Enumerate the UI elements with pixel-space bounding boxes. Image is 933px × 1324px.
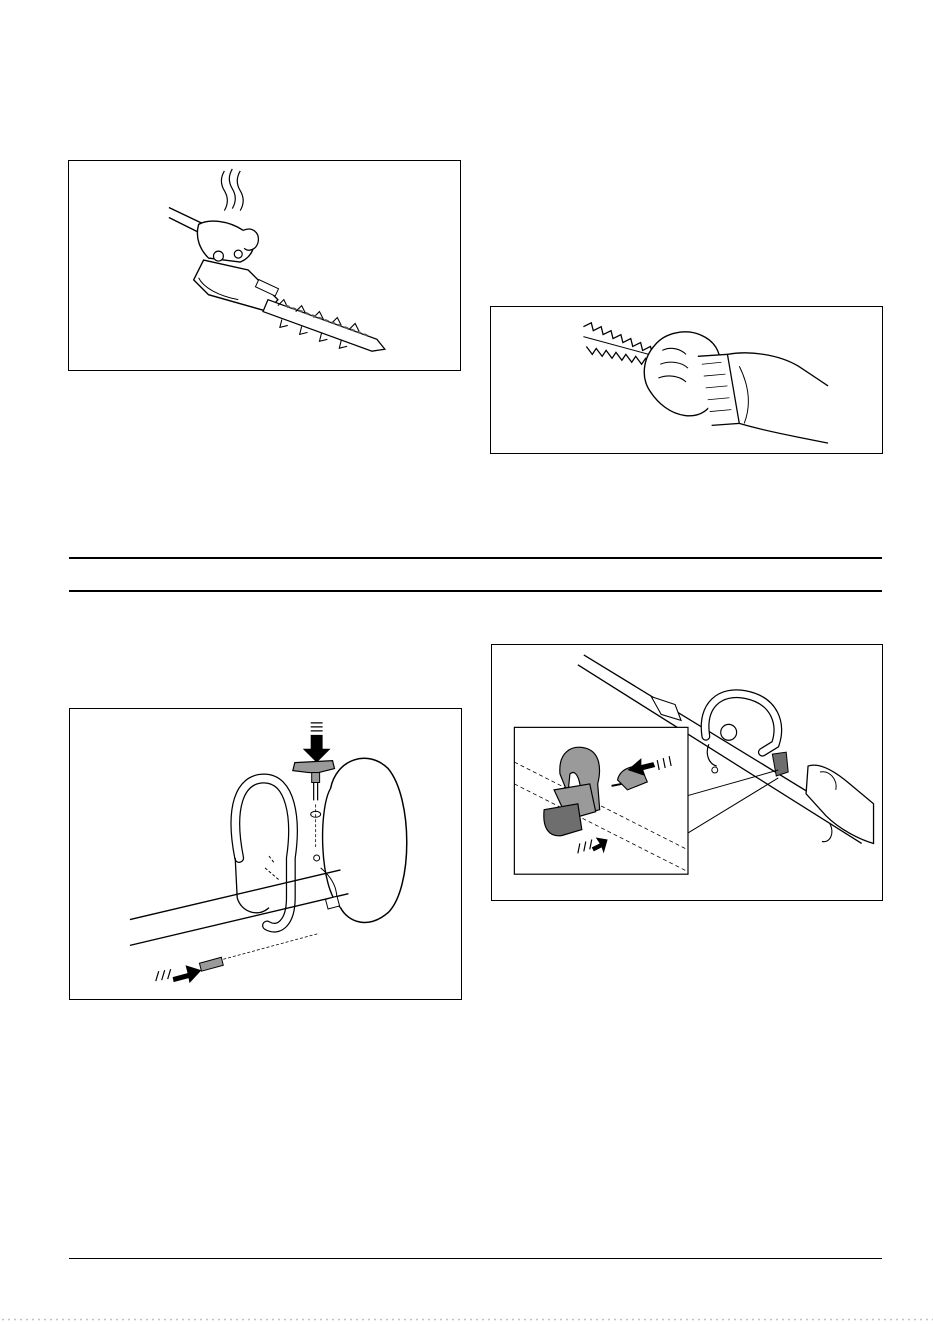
hedge-trimmer-gearcase-icon (69, 161, 460, 370)
figure-gloved-hand-blade (490, 306, 883, 454)
gloved-hand-blade-icon (491, 307, 882, 453)
section-rule-bottom (69, 590, 882, 592)
figure-hedge-trimmer-gearcase (68, 160, 461, 371)
loop-handle-mounting-icon (70, 709, 461, 999)
figure-strap-hanger (491, 644, 883, 901)
arrow-right-icon (156, 965, 202, 983)
strap-hanger-icon (492, 645, 882, 900)
arrow-down-icon (303, 723, 331, 763)
section-rule-top (69, 557, 882, 559)
scan-edge-dots (0, 1318, 933, 1321)
figure-handle-mounting (69, 708, 462, 1000)
footer-rule (69, 1258, 882, 1259)
